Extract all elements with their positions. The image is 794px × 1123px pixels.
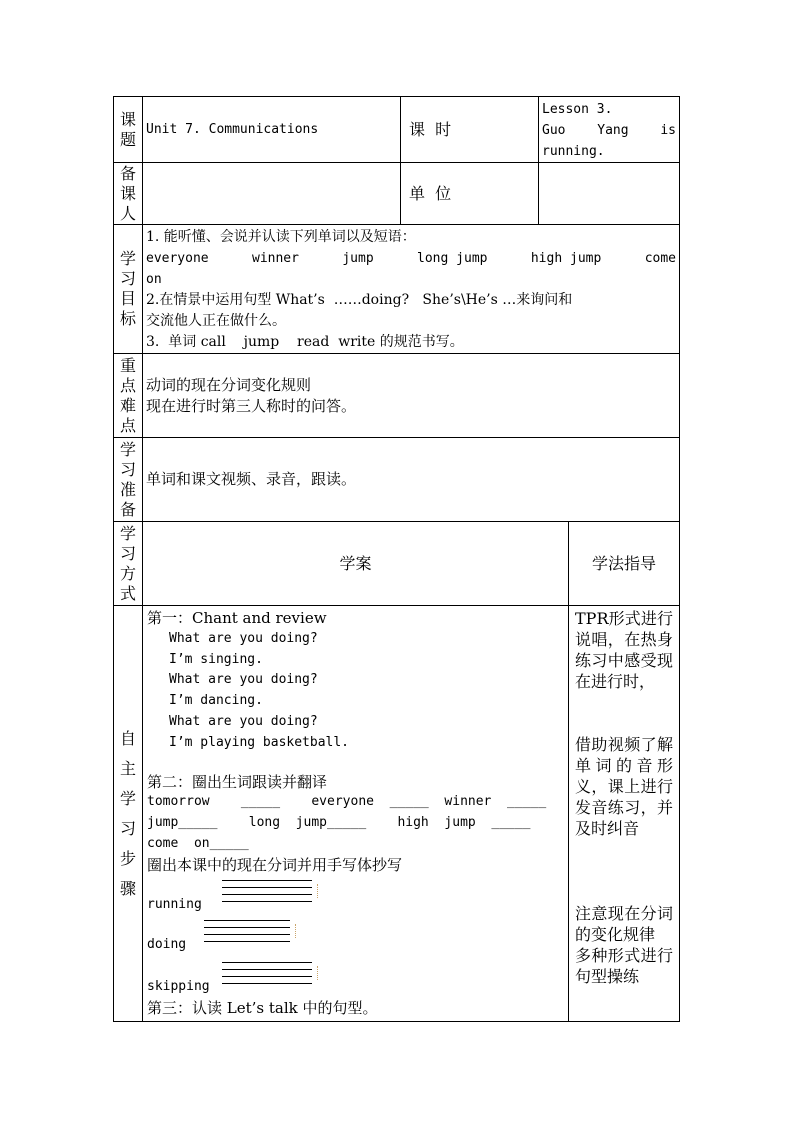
preparer-value (143, 163, 401, 225)
key-points-content: 动词的现在分词变化规则 现在进行时第三人称时的问答。 (143, 354, 680, 438)
guide-header: 学法指导 (569, 522, 680, 606)
preparation-content: 单词和课文视频、录音，跟读。 (143, 438, 680, 522)
steps-row (114, 606, 680, 1022)
steps-content (143, 606, 569, 1022)
key-points-row (114, 354, 680, 438)
unit-title: Unit 7. Communications (143, 97, 401, 163)
lesson-title: Lesson 3. Guo Yang is running. (539, 97, 680, 163)
copy-row-running: running (147, 876, 565, 916)
chant-block: What are you doing? I’m singing. What are you doing? I’m dancing. What are you doing? I’m playing basketball. (169, 630, 350, 750)
unit-value (539, 163, 680, 225)
preparer-row (114, 163, 680, 225)
preparer-label: 备 课 人 (114, 163, 143, 225)
unit-label: 单 位 (401, 163, 539, 225)
topic-row (114, 97, 680, 163)
objective-3: 3. 单词 call jump read write 的规范书写。 (146, 334, 464, 350)
objective-1: 1. 能听懂、会说并认读下列单词以及短语： (146, 229, 416, 245)
part2-title: 第二：圈出生词跟读并翻译 (147, 772, 328, 791)
guidance-content (569, 606, 680, 1022)
guidance-4: 多种形式进行句型操练 (575, 946, 674, 986)
handwriting-lines (222, 960, 312, 988)
objectives-label: 学 习 目 标 (114, 225, 143, 354)
period-label: 课 时 (401, 97, 539, 163)
vocab-row-3: come on_____ (147, 835, 249, 851)
method-row (114, 522, 680, 606)
copy-title: 圈出本课中的现在分词并用手写体抄写 (147, 855, 403, 874)
topic-label: 课 题 (114, 97, 143, 163)
part3-title: 第三：认读 Let’s talk 中的句型。 (147, 998, 378, 1017)
guidance-2: 借助视频了解单词的音形义，课上进行发音练习，并及时纠音 (575, 735, 674, 838)
handwriting-lines (204, 918, 290, 946)
self-study-label: 自 主 学 习 步 骤 (114, 606, 143, 1022)
handwriting-lines (222, 878, 312, 906)
copy-row-doing: doing (147, 916, 565, 956)
objectives-content: 1. 能听懂、会说并认读下列单词以及短语： everyone winner jump long jump high jump come on 2.在情景中运用句型 What’s ……doing? She’s\He’s …来询问和 交流他人正在做什么。 3. 单词 call jump read write 的规范书写。 (143, 225, 680, 354)
copy-row-skipping: skipping (147, 956, 565, 998)
preparation-label: 学 习 准 备 (114, 438, 143, 522)
objective-2: 2.在情景中运用句型 What’s ……doing? She’s\He’s …来询问和 (146, 292, 573, 308)
plan-header: 学案 (143, 522, 569, 606)
guidance-1: TPR形式进行说唱，在热身练习中感受现在进行时， (575, 609, 674, 691)
vocab-row-1: tomorrow _____ everyone _____ winner _____ (147, 794, 547, 810)
lesson-plan-table (113, 96, 680, 1022)
preparation-row (114, 438, 680, 522)
objectives-row (114, 225, 680, 354)
key-points-label: 重 点 难 点 (114, 354, 143, 438)
part1-title: 第一：Chant and review (147, 609, 327, 627)
guidance-3: 注意现在分词的变化规律 (575, 904, 674, 944)
method-label: 学 习 方 式 (114, 522, 143, 606)
objective-words: everyone winner jump long jump high jump come (146, 251, 676, 266)
vocab-row-2: jump_____ long jump_____ high jump _____ (147, 815, 531, 831)
